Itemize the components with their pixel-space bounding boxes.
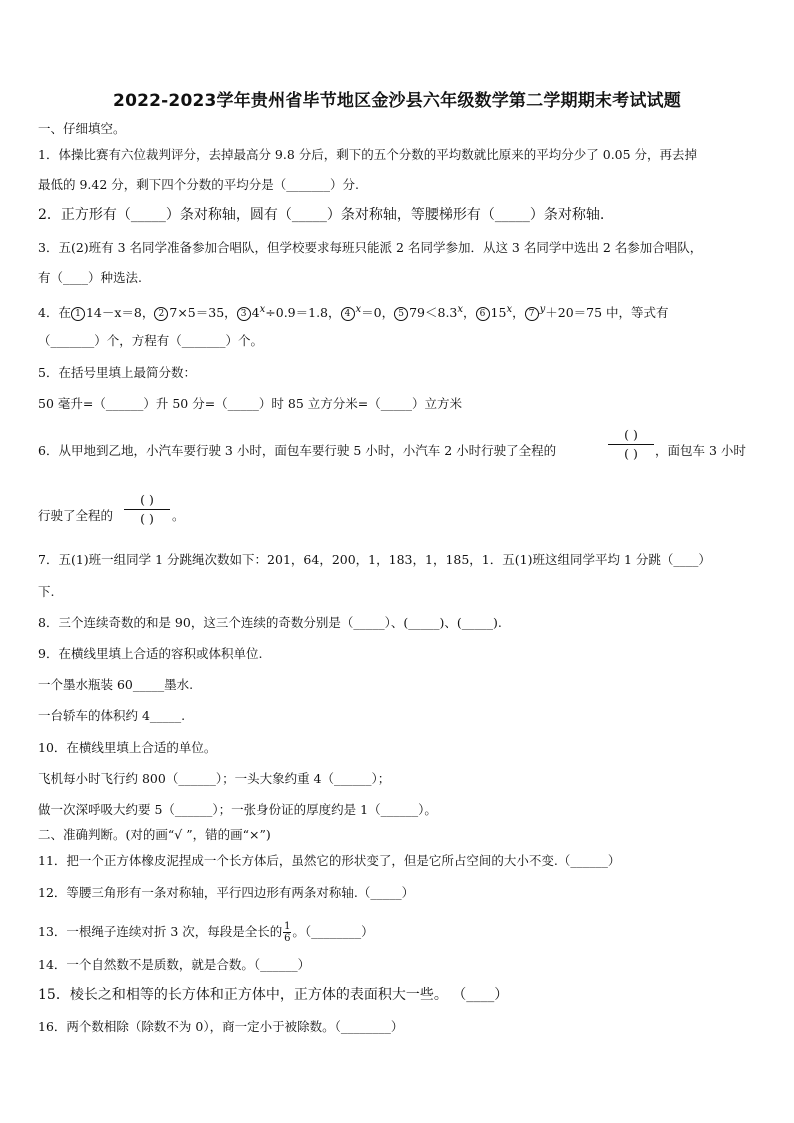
q4-item-3a: 4 (251, 305, 260, 321)
fraction-denominator-blank: ( ) (624, 446, 638, 461)
fraction-numerator-blank: ( ) (140, 492, 154, 507)
fraction-numerator-blank: ( ) (624, 427, 638, 442)
question-10-b: 做一次深呼吸大约要 5（______）；一张身份证的厚度约是 1（______）。 (38, 802, 437, 817)
fraction-numerator: 1 (284, 921, 291, 932)
fraction-one-sixth (283, 921, 291, 944)
variable-y: y (539, 304, 546, 315)
circled-number-4: 4 (341, 307, 355, 321)
q4-item-6a: 15 (490, 305, 507, 321)
question-1-line-2: 最低的 9.42 分，剩下四个分数的平均分是（_______）分. (38, 177, 360, 192)
variable-x: x (506, 304, 513, 315)
question-3-line-2: 有（____）种选法. (38, 270, 142, 285)
q4-item-3b: ÷0.9＝1.8， (265, 305, 341, 321)
question-13 (38, 921, 374, 944)
q4-item-7: ＋20＝75 中，等式有 (545, 305, 669, 321)
question-7-line-2: 下. (38, 584, 55, 599)
question-2: 2．正方形有（_____）条对称轴，圆有（_____）条对称轴，等腰梯形有（_____）条对称轴. (38, 207, 605, 223)
question-15: 15．棱长之和相等的长方体和正方体中，正方体的表面积大一些。 （____） (38, 987, 509, 1003)
question-7-line-1: 7．五(1)班一组同学 1 分跳绳次数如下：201，64，200，1，183，1，185，1．五(1)班这组同学平均 1 分跳（____） (38, 552, 711, 567)
question-13-end: 。（________） (292, 924, 374, 939)
q4-prefix: 4．在 (38, 305, 71, 321)
fraction-denominator: 6 (284, 933, 291, 944)
q4-item-4: ＝0， (361, 305, 395, 321)
question-12: 12．等腰三角形有一条对称轴，平行四边形有两条对称轴.（_____） (38, 885, 415, 900)
variable-x: x (259, 304, 266, 315)
question-11: 11．把一个正方体橡皮泥捏成一个长方体后，虽然它的形状变了，但是它所占空间的大小不变.（______） (38, 853, 621, 868)
question-4-line-2: （_______）个，方程有（_______）个。 (38, 333, 264, 348)
circled-number-1: 1 (71, 307, 85, 321)
question-6-line-2: 行驶了全程的 (38, 508, 114, 523)
question-16: 16．两个数相除（除数不为 0），商一定小于被除数。（________） (38, 1019, 404, 1034)
question-6-line-1-end: ，面包车 3 小时 (655, 443, 746, 458)
q4-item-1: 14－x＝8， (85, 305, 155, 321)
variable-x: x (457, 304, 464, 315)
question-9: 9．在横线里填上合适的容积或体积单位. (38, 646, 263, 661)
question-4-line-1 (38, 302, 669, 321)
circled-number-2: 2 (154, 307, 168, 321)
question-14: 14．一个自然数不是质数，就是合数。（______） (38, 957, 311, 972)
circled-number-3: 3 (237, 307, 251, 321)
section-heading-fill: 一、仔细填空。 (38, 121, 126, 136)
variable-x: x (355, 304, 362, 315)
fraction-denominator-blank: ( ) (140, 511, 154, 526)
question-9-a: 一个墨水瓶装 60_____墨水. (38, 677, 194, 692)
section-heading-judge: 二、准确判断。(对的画“√ ”，错的画“×”) (38, 827, 271, 842)
blank-fraction (608, 427, 654, 462)
blank-fraction (124, 492, 170, 527)
fraction-bar (124, 509, 170, 510)
question-8: 8．三个连续奇数的和是 90，这三个连续的奇数分别是（_____）、(_____)、(_____). (38, 615, 502, 630)
question-6-line-2-end: 。 (172, 508, 185, 523)
question-6-line-1: 6．从甲地到乙地，小汽车要行驶 3 小时，面包车要行驶 5 小时，小汽车 2 小时行驶了全程的 (38, 443, 557, 458)
question-5-items: 50 毫升=（______）升 50 分=（_____）时 85 立方分米=（_____）立方米 (38, 396, 463, 411)
question-3-line-1: 3．五(2)班有 3 名同学准备参加合唱队，但学校要求每班只能派 2 名同学参加．从这 3 名同学中选出 2 名参加合唱队， (38, 240, 703, 255)
page-title: 2022-2023学年贵州省毕节地区金沙县六年级数学第二学期期末考试试题 (113, 91, 681, 111)
question-5: 5．在括号里填上最简分数： (38, 365, 196, 380)
q4-item-5b: ， (463, 305, 476, 321)
fraction-bar (608, 444, 654, 445)
q4-item-2: 7×5＝35， (169, 305, 237, 321)
circled-number-6: 6 (476, 307, 490, 321)
question-10: 10．在横线里填上合适的单位。 (38, 740, 217, 755)
question-10-a: 飞机每小时飞行约 800（______）；一头大象约重 4（______）； (38, 771, 391, 786)
question-1-line-1: 1．体操比赛有六位裁判评分，去掉最高分 9.8 分后，剩下的五个分数的平均数就比原来的平均分少了 0.05 分，再去掉 (38, 147, 698, 162)
circled-number-7: 7 (525, 307, 539, 321)
circled-number-5: 5 (394, 307, 408, 321)
question-13-text: 13．一根绳子连续对折 3 次，每段是全长的 (38, 924, 283, 939)
question-9-b: 一台轿车的体积约 4_____. (38, 708, 186, 723)
q4-item-6b: ， (512, 305, 525, 321)
q4-item-5a: 79＜8.3 (409, 305, 458, 321)
